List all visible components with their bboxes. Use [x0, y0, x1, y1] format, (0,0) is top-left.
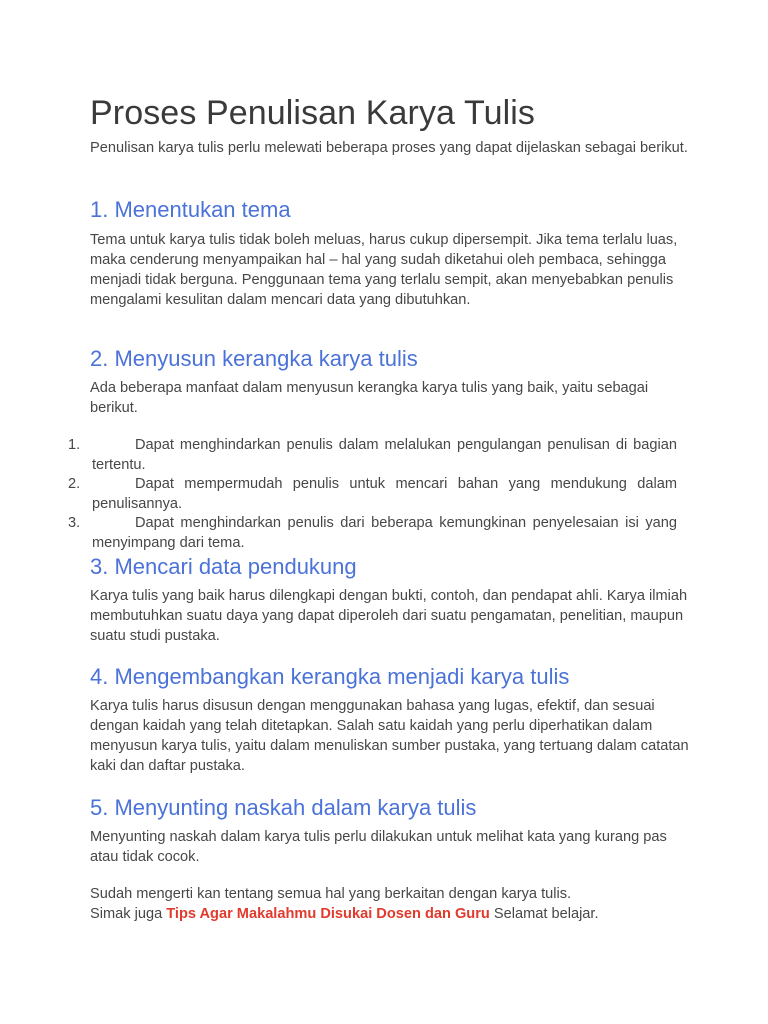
list-item-number: 2.	[68, 476, 81, 492]
section-3-heading: 3. Mencari data pendukung	[90, 554, 357, 579]
benefits-list	[0, 436, 768, 553]
section-4-heading: 4. Mengembangkan kerangka menjadi karya tulis	[90, 664, 570, 689]
section-1-heading: 1. Menentukan tema	[90, 197, 291, 222]
list-item-text: Dapat mempermudah penulis untuk mencari bahan yang mendukung dalam penulisannya.	[92, 476, 677, 512]
list-item	[0, 475, 768, 514]
closing-suffix: Selamat belajar.	[489, 906, 599, 922]
section-3-body: Karya tulis yang baik harus dilengkapi dengan bukti, contoh, dan pendapat ahli. Karya ilmiah membutuhkan suatu daya yang dapat diperoleh dari suatu pengamatan, penelitian, maupun suatu studi pustaka.	[90, 588, 688, 644]
section-1-body: Tema untuk karya tulis tidak boleh meluas, harus cukup dipersempit. Jika tema terlalu luas, maka cenderung menyampaikan hal – hal yang sudah diketahui oleh pembaca, sehingga menjadi tidak berguna. Penggunaan tema yang terlalu sempit, akan menyebabkan penulis mengalami kesulitan dalam mencari data yang dibutuhkan.	[90, 232, 678, 308]
list-item-text: Dapat menghindarkan penulis dalam melalukan pengulangan penulisan di bagian tertentu.	[92, 437, 677, 473]
list-item	[0, 514, 768, 553]
intro-paragraph: Penulisan karya tulis perlu melewati beberapa proses yang dapat dijelaskan sebagai berikut.	[90, 140, 688, 156]
list-item-text: Dapat menghindarkan penulis dari beberapa kemungkinan penyelesaian isi yang menyimpang dari tema.	[92, 515, 677, 551]
list-item-number: 3.	[68, 515, 81, 531]
section-2-heading: 2. Menyusun kerangka karya tulis	[90, 346, 418, 371]
closing-prefix: Simak juga	[90, 906, 167, 922]
section-2-body: Ada beberapa manfaat dalam menyusun kerangka karya tulis yang baik, yaitu sebagai berikut.	[90, 380, 649, 416]
list-item-number: 1.	[68, 437, 81, 453]
list-item	[0, 436, 768, 475]
section-4-body: Karya tulis harus disusun dengan menggunakan bahasa yang lugas, efektif, dan sesuai dengan kaidah yang telah ditetapkan. Salah satu kaidah yang perlu diperhatikan dalam menyusun karya tulis, yaitu dalam menuliskan sumber pustaka, yang tertuang dalam catatan kaki dan daftar pustaka.	[90, 698, 689, 774]
section-5-body: Menyunting naskah dalam karya tulis perlu dilakukan untuk melihat kata yang kurang pas atau tidak cocok.	[90, 829, 667, 865]
section-5-heading: 5. Menyunting naskah dalam karya tulis	[90, 795, 477, 820]
page-title: Proses Penulisan Karya Tulis	[90, 94, 536, 132]
closing-paragraph	[90, 884, 690, 924]
tips-link[interactable]: Tips Agar Makalahmu Disukai Dosen dan Guru	[166, 906, 490, 922]
closing-line-1: Sudah mengerti kan tentang semua hal yang berkaitan dengan karya tulis.	[90, 886, 572, 902]
